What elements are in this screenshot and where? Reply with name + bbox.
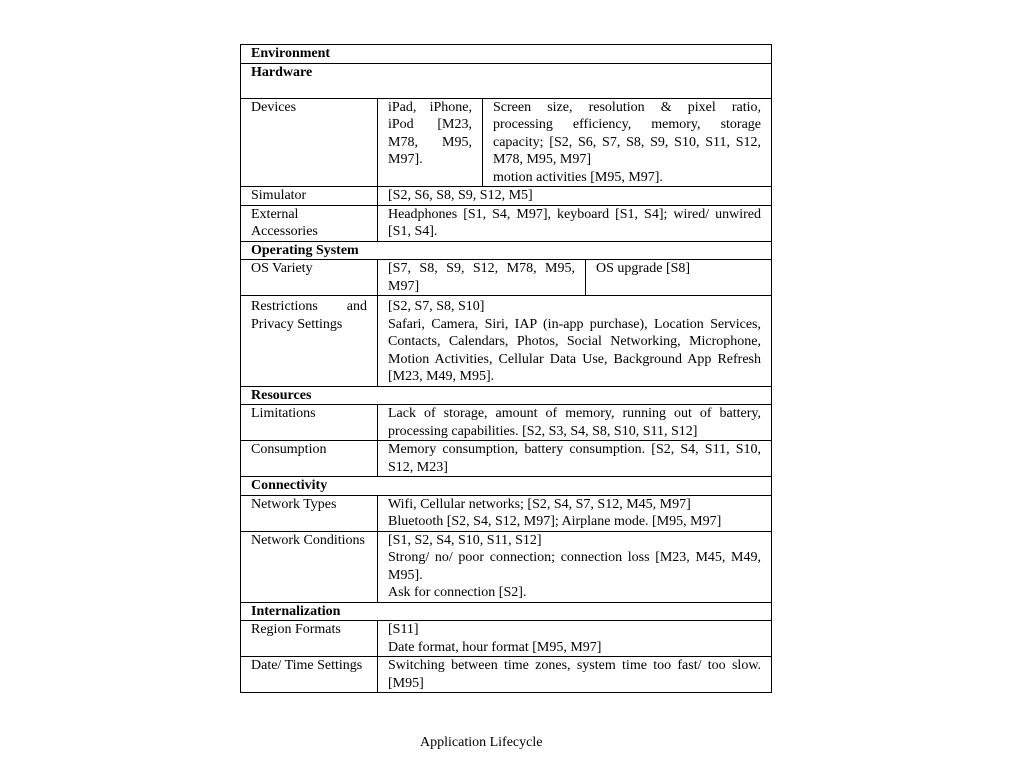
row-label-network-types: Network Types <box>241 495 378 531</box>
row-label-network-conditions: Network Conditions <box>241 531 378 602</box>
consumption-value: Memory consumption, battery consumption. [S2, S4, S11, S10, S12, M23] <box>378 441 772 477</box>
region-formats-text: Date format, hour format [M95, M97] <box>388 639 602 655</box>
limitations-value: Lack of storage, amount of memory, running out of battery, processing capabilities. [S2, S3, S4, S8, S10, S11, S12] <box>378 405 772 441</box>
devices-detail <box>483 98 772 187</box>
section-row-connectivity <box>241 477 772 496</box>
table-row <box>241 621 772 657</box>
table-row <box>241 98 772 187</box>
simulator-value: [S2, S6, S8, S9, S12, M5] <box>378 187 772 206</box>
row-label-date-time-settings: Date/ Time Settings <box>241 657 378 693</box>
section-resources: Resources <box>241 386 772 405</box>
table-row <box>241 531 772 602</box>
environment-table <box>240 44 772 693</box>
os-variety-cell <box>378 260 772 296</box>
table-row <box>241 441 772 477</box>
restrictions-value <box>378 296 772 387</box>
row-label-simulator: Simulator <box>241 187 378 206</box>
devices-list-line: M97]. <box>388 152 423 167</box>
network-conditions-refs: [S1, S2, S4, S10, S11, S12] <box>388 532 542 548</box>
table-row <box>241 296 772 387</box>
restrictions-text: Safari, Camera, Siri, IAP (in-app purchase), Location Services, Contacts, Calendars, Photos, Social Networking, Microphone, Motion Activities, Cellular Data Use, Background App Refresh [M23, M49, M95]. <box>388 316 762 384</box>
section-operating-system: Operating System <box>241 241 772 260</box>
table-row <box>241 657 772 693</box>
table-title: Environment <box>241 45 772 64</box>
table-row <box>241 495 772 531</box>
region-formats-value <box>378 621 772 657</box>
row-label-devices: Devices <box>241 98 378 187</box>
network-types-text-2: Bluetooth [S2, S4, S12, M97]; Airplane mode. [M95, M97] <box>388 514 722 529</box>
network-conditions-text-2: Ask for connection [S2]. <box>388 585 527 600</box>
row-label-consumption: Consumption <box>241 441 378 477</box>
section-internalization: Internalization <box>241 602 772 621</box>
section-row-resources <box>241 386 772 405</box>
title-row <box>241 45 772 64</box>
region-formats-refs: [S11] <box>388 622 419 637</box>
network-conditions-text: Strong/ no/ poor connection; connection loss [M23, M45, M49, M95]. <box>388 550 762 583</box>
external-accessories-value: Headphones [S1, S4, M97], keyboard [S1, S4]; wired/ unwired [S1, S4]. <box>378 205 772 241</box>
devices-list-line: iPad, iPhone, <box>388 99 472 115</box>
devices-list-line: M78, M95, <box>388 134 472 150</box>
network-types-text: Wifi, Cellular networks; [S2, S4, S7, S12, M45, M97] <box>388 496 691 512</box>
devices-list <box>378 98 483 187</box>
restrictions-refs: [S2, S7, S8, S10] <box>388 299 485 314</box>
section-connectivity: Connectivity <box>241 477 772 496</box>
table-row <box>241 405 772 441</box>
row-label-os-variety: OS Variety <box>241 260 378 296</box>
section-hardware: Hardware <box>241 63 772 98</box>
devices-detail-text: Screen size, resolution & pixel ratio, processing efficiency, memory, storage capacity; [S2, S6, S7, S8, S9, S10, S11, S12, M78, M95, M97] <box>493 99 762 167</box>
section-row-operating-system <box>241 241 772 260</box>
section-row-hardware <box>241 63 772 98</box>
os-variety-value: [S7, S8, S9, S12, M78, M95, M97] <box>378 260 586 295</box>
section-row-internalization <box>241 602 772 621</box>
network-types-value <box>378 495 772 531</box>
os-upgrade-value: OS upgrade [S8] <box>596 261 691 276</box>
table-row <box>241 205 772 241</box>
date-time-settings-value: Switching between time zones, system time too fast/ too slow. [M95] <box>378 657 772 693</box>
cut-off-section-title: Application Lifecycle <box>420 735 543 750</box>
table-row <box>241 187 772 206</box>
environment-table-document <box>240 44 771 693</box>
row-label-external-accessories: External Accessories <box>241 205 378 241</box>
devices-list-line: iPod [M23, <box>388 117 472 132</box>
row-label-limitations: Limitations <box>241 405 378 441</box>
network-conditions-value <box>378 531 772 602</box>
devices-detail-text-2: motion activities [M95, M97]. <box>493 169 663 185</box>
table-row <box>241 260 772 296</box>
os-variety-subtable <box>378 260 771 295</box>
row-label-restrictions: Restrictions and Privacy Settings <box>241 296 378 387</box>
row-label-region-formats: Region Formats <box>241 621 378 657</box>
